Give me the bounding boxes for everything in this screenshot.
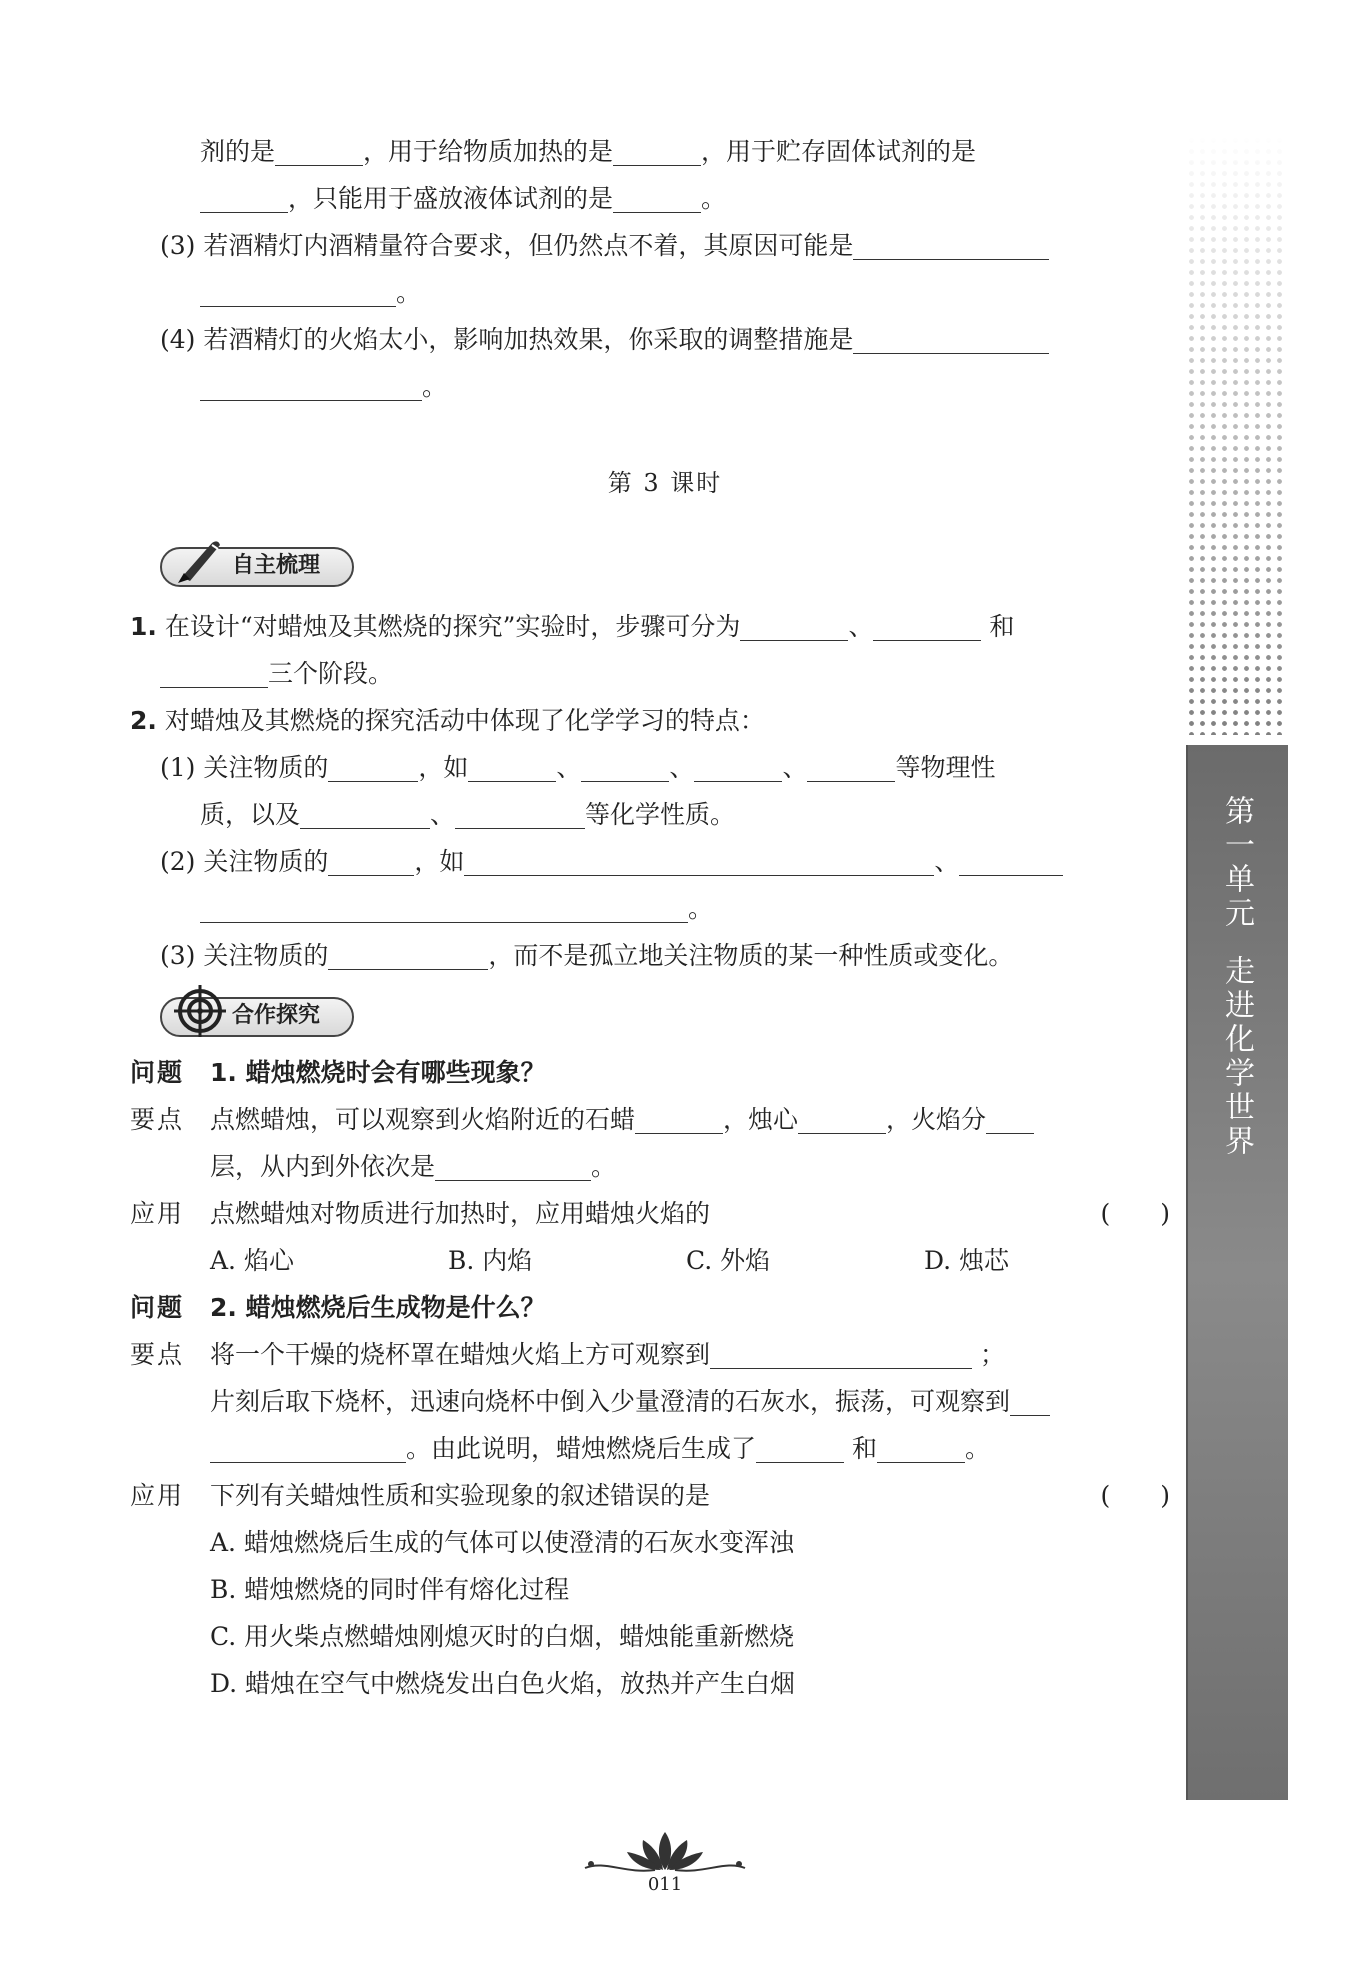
answer-blank[interactable] — [740, 612, 848, 641]
floral-ornament-icon — [575, 1830, 755, 1874]
section-badge-cooperative: 合作探究 — [160, 997, 354, 1037]
answer-paren[interactable]: ( ) — [1100, 1199, 1170, 1228]
question-1: 1. 在设计“对蜡烛及其燃烧的探究”实验时，步骤可分为 、 和 — [130, 612, 1015, 641]
answer-paren[interactable]: ( ) — [1100, 1481, 1170, 1510]
answer-blank[interactable] — [853, 231, 1049, 260]
unit-number: 第一单元 — [1219, 795, 1254, 931]
question-2-part-2: (2) 关注物质的 ，如 、 — [160, 838, 1170, 885]
option-a[interactable]: A. 焰心 — [210, 1246, 294, 1275]
problem-2-keypoint: 要点 将一个干燥的烧杯罩在蜡烛火焰上方可观察到 ； — [130, 1340, 1005, 1369]
option-b[interactable]: B. 蜡烛燃烧的同时伴有熔化过程 — [210, 1575, 570, 1604]
pen-icon — [172, 533, 228, 589]
question-2-part-3: (3) 关注物质的 ，而不是孤立地关注物质的某一种性质或变化。 — [160, 941, 1014, 970]
answer-blank[interactable] — [1010, 1387, 1050, 1416]
problem-2-keypoint-cont2: 。由此说明，蜡烛燃烧后生成了 和 。 — [160, 1425, 1170, 1472]
answer-blank[interactable] — [635, 1105, 723, 1134]
section-badge-self-study: 自主梳理 — [160, 547, 354, 587]
problem-2-application: 应用 下列有关蜡烛性质和实验现象的叙述错误的是 ( ) — [130, 1472, 1170, 1519]
answer-blank[interactable] — [200, 372, 422, 401]
answer-blank[interactable] — [959, 847, 1063, 876]
problem-1-application: 应用 点燃蜡烛对物质进行加热时，应用蜡烛火焰的 ( ) — [130, 1190, 1170, 1237]
option-d[interactable]: D. 烛芯 — [924, 1246, 1010, 1275]
prev-question-3: (3) 若酒精灯内酒精量符合要求，但仍然点不着，其原因可能是 — [160, 222, 1170, 269]
problem-1-keypoint: 要点 点燃蜡烛，可以观察到火焰附近的石蜡 ，烛心 ，火焰分 — [130, 1096, 1170, 1143]
prev-line-1: 剂的是 ，用于给物质加热的是 ，用于贮存固体试剂的是 — [200, 137, 977, 166]
target-icon — [172, 983, 228, 1039]
prev-question-3-cont: 。 — [160, 269, 1170, 316]
option-a[interactable]: A. 蜡烛燃烧后生成的气体可以使澄清的石灰水变浑浊 — [210, 1528, 794, 1557]
unit-label — [1186, 795, 1286, 1159]
answer-blank[interactable] — [877, 1434, 965, 1463]
option-b[interactable]: B. 内焰 — [448, 1246, 533, 1275]
answer-blank[interactable] — [200, 894, 688, 923]
problem-2-title: 问题 2. 蜡烛燃烧后生成物是什么？ — [130, 1293, 546, 1322]
option-c[interactable]: C. 用火柴点燃蜡烛刚熄灭时的白烟，蜡烛能重新燃烧 — [210, 1622, 795, 1651]
answer-blank[interactable] — [464, 847, 934, 876]
answer-blank[interactable] — [986, 1105, 1034, 1134]
problem-1-keypoint-cont: 层，从内到外依次是 。 — [210, 1152, 617, 1181]
option-d[interactable]: D. 蜡烛在空气中燃烧发出白色火焰，放热并产生白烟 — [210, 1669, 796, 1698]
problem-1-options — [160, 1237, 1170, 1284]
answer-blank[interactable] — [613, 137, 701, 166]
question-2: 2. 对蜡烛及其燃烧的探究活动中体现了化学学习的特点： — [130, 706, 765, 735]
question-2-part-2-cont: 。 — [160, 885, 1170, 932]
answer-blank[interactable] — [455, 800, 585, 829]
answer-blank[interactable] — [694, 753, 782, 782]
page-content — [130, 128, 1170, 1707]
answer-blank[interactable] — [328, 753, 418, 782]
answer-blank[interactable] — [613, 184, 701, 213]
answer-blank[interactable] — [435, 1152, 591, 1181]
question-1-cont: 三个阶段。 — [160, 650, 1170, 697]
page-footer — [575, 1830, 755, 1895]
answer-blank[interactable] — [275, 137, 363, 166]
answer-blank[interactable] — [210, 1434, 406, 1463]
answer-blank[interactable] — [710, 1340, 972, 1369]
question-2-part-1-cont: 质，以及 、 等化学性质。 — [200, 800, 736, 829]
question-2-part-1: (1) 关注物质的 ，如 、 、 、 等物理性 — [160, 753, 996, 782]
answer-blank[interactable] — [468, 753, 556, 782]
answer-blank[interactable] — [160, 659, 268, 688]
prev-line-2: ，只能用于盛放液体试剂的是 。 — [160, 175, 1170, 222]
answer-blank[interactable] — [300, 800, 430, 829]
answer-blank[interactable] — [798, 1105, 886, 1134]
lesson-title: 第 3 课时 — [607, 469, 723, 497]
option-c[interactable]: C. 外焰 — [686, 1246, 771, 1275]
answer-blank[interactable] — [200, 184, 288, 213]
answer-blank[interactable] — [756, 1434, 844, 1463]
unit-side-strip — [1186, 135, 1286, 1800]
answer-blank[interactable] — [853, 325, 1049, 354]
problem-1-title: 问题 1. 蜡烛燃烧时会有哪些现象？ — [130, 1058, 546, 1087]
prev-question-4: (4) 若酒精灯的火焰太小，影响加热效果，你采取的调整措施是 — [160, 316, 1170, 363]
answer-blank[interactable] — [873, 612, 981, 641]
unit-title: 走进化学世界 — [1219, 955, 1254, 1159]
answer-blank[interactable] — [328, 847, 414, 876]
answer-blank[interactable] — [200, 278, 396, 307]
problem-2-keypoint-cont: 片刻后取下烧杯，迅速向烧杯中倒入少量澄清的石灰水，振荡，可观察到 — [160, 1378, 1170, 1425]
answer-blank[interactable] — [581, 753, 669, 782]
answer-blank[interactable] — [328, 941, 488, 970]
page-number: 011 — [647, 1874, 683, 1895]
prev-question-4-cont: 。 — [160, 363, 1170, 410]
answer-blank[interactable] — [807, 753, 895, 782]
